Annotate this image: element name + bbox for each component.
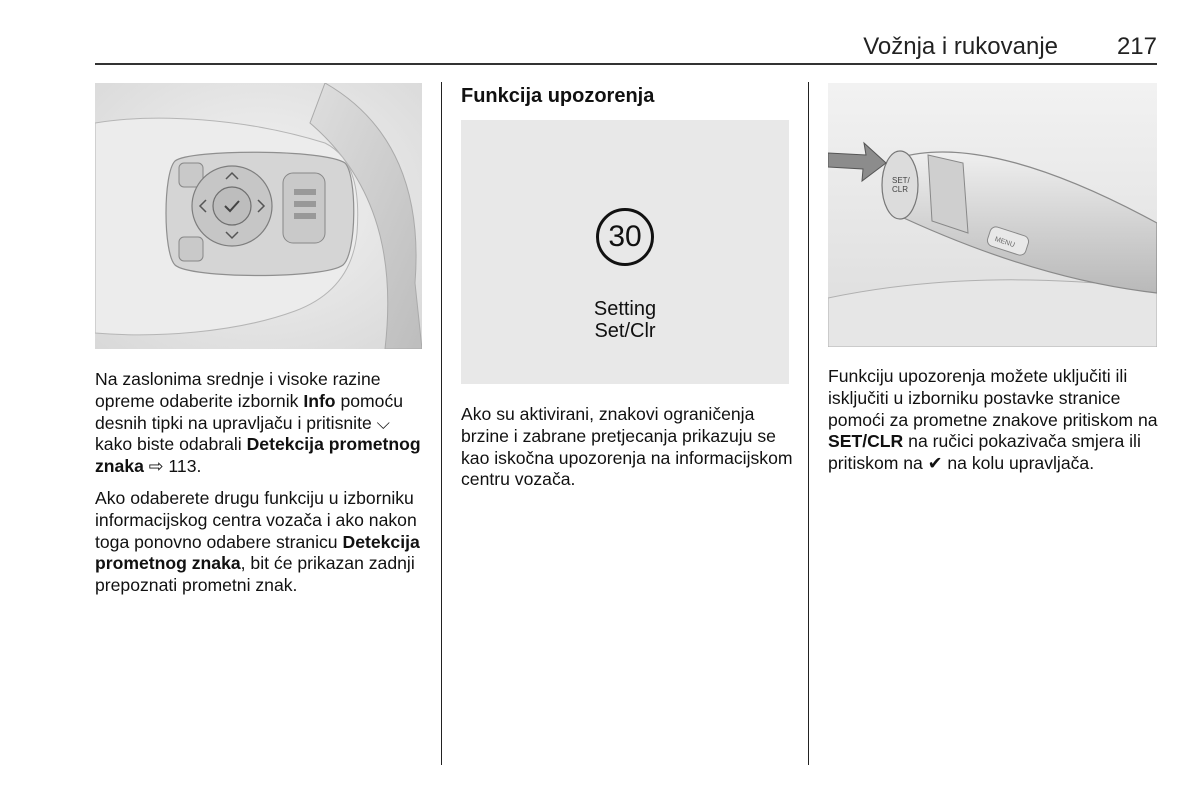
lever-label-set: SET/ [892, 176, 910, 185]
paragraph [95, 369, 430, 478]
column-divider-right [808, 82, 809, 765]
display-line-1: Setting [593, 298, 657, 320]
paragraph [828, 366, 1163, 475]
text-run: , bit će prikazan zadnji prepoznati prometni znak. [95, 553, 415, 596]
text-run: Ako odaberete drugu funkciju u izborniku informacijskog centra vozača i ako nakon toga ponovno odabere stranicu [95, 487, 417, 552]
paragraph [95, 488, 430, 597]
column-2-text [461, 404, 799, 501]
chapter-title: Vožnja i rukovanje [863, 33, 1058, 60]
text-run: pomoću desnih tipki na upravljaču i pritisnite [95, 390, 404, 433]
menu-name-traffic-sign-detection: Detekcija prometnog znaka [95, 531, 420, 574]
steering-wheel-figure [95, 83, 422, 349]
display-caption [545, 298, 705, 342]
lever-label-clr: CLR [892, 185, 909, 194]
menu-name-traffic-sign-detection: Detekcija prometnog znaka [95, 434, 421, 477]
steering-wheel-controls-illustration-icon [95, 83, 422, 349]
page-number: 217 [1116, 33, 1157, 60]
header-rule [95, 63, 1157, 65]
text-run: na kolu upravljača. [942, 453, 1095, 474]
page-reference[interactable]: 113. [163, 456, 202, 477]
button-name-set-clr: SET/CLR [828, 431, 904, 452]
speed-limit-sign: 30 [596, 208, 654, 266]
display-line-2: Set/Clr [594, 320, 656, 342]
section-heading: Funkcija upozorenja [461, 85, 655, 107]
lever-label-menu: MENU [993, 236, 1016, 250]
chevron-down-icon: ⌵ [376, 412, 390, 433]
text-run: na ručici pokazivača smjera ili pritiskom na [828, 431, 1141, 474]
text-run: Funkciju upozorenja možete uključiti ili isključiti u izborniku postavke stranice pomoći za prometne znakove pritiskom na [828, 366, 1158, 430]
text-run: Na zaslonima srednje i visoke razine opreme odaberite izbornik [95, 369, 381, 411]
text-run: kako biste odabrali [95, 434, 247, 455]
column-1-text [95, 369, 430, 607]
page-reference-arrow-icon: ⇨ [148, 456, 164, 477]
column-3-text [828, 366, 1163, 485]
lever-figure [828, 83, 1157, 347]
checkmark-icon: ✔ [927, 453, 943, 474]
turn-signal-lever-illustration-icon [828, 83, 1157, 347]
menu-name-info: Info [303, 390, 336, 411]
column-divider-left [441, 82, 442, 765]
paragraph: Ako su aktivirani, znakovi ograničenja brzine i zabrane pretjecanja prikazuju se kao iskočna upozorenja na informacijskom centru vozača. [461, 404, 793, 490]
